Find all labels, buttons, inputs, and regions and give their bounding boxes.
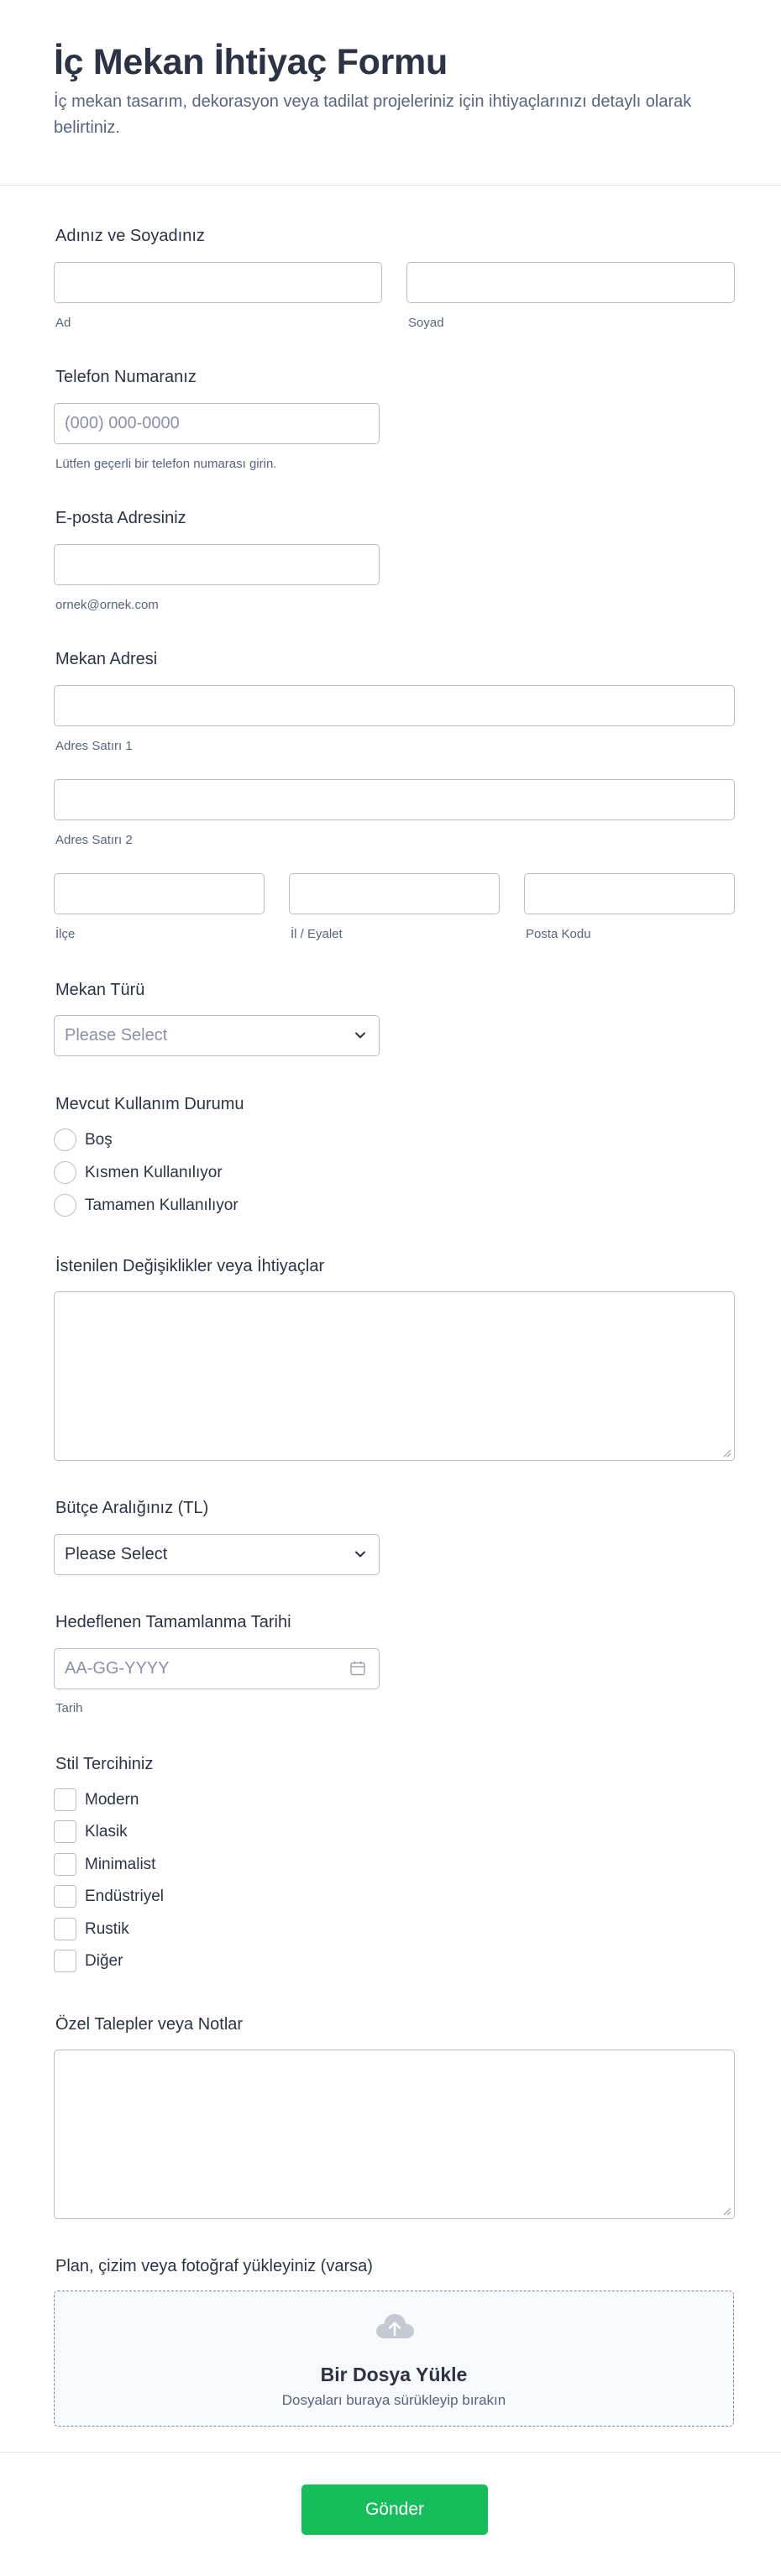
style-checkbox-classic[interactable] (54, 1820, 76, 1843)
form-header (0, 0, 781, 186)
chevron-down-icon (352, 1027, 369, 1044)
budget-select[interactable] (54, 1534, 380, 1575)
notes-label: Özel Talepler veya Notlar (55, 2015, 244, 2034)
style-checkbox-rustic[interactable] (54, 1918, 76, 1940)
usage-option-label: Tamamen Kullanılıyor (85, 1196, 238, 1214)
province-sublabel: İl / Eyalet (291, 927, 343, 941)
postal-code-sublabel: Posta Kodu (526, 927, 591, 941)
usage-option-label: Kısmen Kullanılıyor (85, 1164, 223, 1181)
budget-label: Bütçe Aralığınız (TL) (55, 1499, 209, 1517)
phone-label: Telefon Numaranız (55, 368, 197, 386)
first-name-sublabel: Ad (55, 316, 71, 330)
upload-title: Bir Dosya Yükle (320, 2364, 468, 2385)
postal-code-input[interactable] (524, 873, 735, 914)
space-type-select[interactable] (54, 1015, 380, 1056)
phone-sublabel: Lütfen geçerli bir telefon numarası girin. (55, 457, 277, 471)
resize-grip-icon[interactable] (721, 1448, 731, 1458)
phone-input[interactable] (54, 403, 380, 444)
submit-button[interactable]: Gönder (301, 2484, 488, 2535)
style-checkbox-minimalist[interactable] (54, 1853, 76, 1876)
target-date-input[interactable] (54, 1648, 380, 1689)
email-sublabel: ornek@ornek.com (55, 598, 159, 612)
cloud-upload-icon (374, 2310, 416, 2343)
upload-subtitle: Dosyaları buraya sürükleyip bırakın (281, 2392, 506, 2408)
style-checkbox-modern[interactable] (54, 1788, 76, 1811)
changes-label: İstenilen Değişiklikler veya İhtiyaçlar (55, 1257, 325, 1275)
usage-radio-partial[interactable] (54, 1161, 76, 1184)
style-option-label: Endüstriyel (85, 1887, 164, 1905)
target-date-placeholder: AA-GG-YYYY (65, 1659, 170, 1678)
usage-radio-full[interactable] (54, 1194, 76, 1217)
email-label: E-posta Adresiniz (55, 509, 186, 527)
email-input[interactable] (54, 544, 380, 585)
first-name-input[interactable] (54, 262, 382, 303)
style-option-label: Klasik (85, 1823, 128, 1840)
file-upload-dropzone[interactable] (54, 2291, 734, 2427)
style-checkbox-other[interactable] (54, 1950, 76, 1972)
resize-grip-icon[interactable] (721, 2206, 731, 2216)
budget-selected: Please Select (65, 1545, 168, 1563)
target-date-sublabel: Tarih (55, 1701, 83, 1715)
address-line1-input[interactable] (54, 685, 735, 726)
province-input[interactable] (289, 873, 500, 914)
district-sublabel: İlçe (55, 927, 76, 941)
usage-option-label: Boş (85, 1131, 113, 1149)
footer-divider (0, 2452, 781, 2453)
style-option-label: Modern (85, 1791, 139, 1809)
usage-radio-empty[interactable] (54, 1128, 76, 1151)
style-option-label: Diğer (85, 1952, 123, 1970)
style-checkbox-industrial[interactable] (54, 1885, 76, 1908)
last-name-sublabel: Soyad (408, 316, 444, 330)
page-description: İç mekan tasarım, dekorasyon veya tadilat projeleriniz için ihtiyaçlarınızı detaylı olarak belirtiniz. (54, 92, 692, 137)
name-label: Adınız ve Soyadınız (55, 227, 205, 245)
page-title: İç Mekan İhtiyaç Formu (54, 42, 448, 82)
target-date-label: Hedeflenen Tamamlanma Tarihi (55, 1613, 291, 1631)
address-line2-sublabel: Adres Satırı 2 (55, 833, 133, 847)
address-label: Mekan Adresi (55, 650, 158, 668)
chevron-down-icon (352, 1546, 369, 1563)
space-type-selected: Please Select (65, 1026, 168, 1045)
notes-textarea[interactable] (54, 2050, 735, 2219)
changes-textarea[interactable] (54, 1291, 735, 1461)
usage-label: Mevcut Kullanım Durumu (55, 1095, 244, 1113)
address-line1-sublabel: Adres Satırı 1 (55, 739, 133, 753)
space-type-label: Mekan Türü (55, 981, 145, 999)
style-label: Stil Tercihiniz (55, 1755, 154, 1773)
district-input[interactable] (54, 873, 265, 914)
phone-placeholder: (000) 000-0000 (65, 414, 180, 432)
style-option-label: Minimalist (85, 1856, 156, 1873)
address-line2-input[interactable] (54, 779, 735, 820)
upload-label: Plan, çizim veya fotoğraf yükleyiniz (varsa) (55, 2257, 373, 2275)
style-option-label: Rustik (85, 1920, 129, 1938)
calendar-icon[interactable] (349, 1659, 367, 1678)
last-name-input[interactable] (406, 262, 735, 303)
